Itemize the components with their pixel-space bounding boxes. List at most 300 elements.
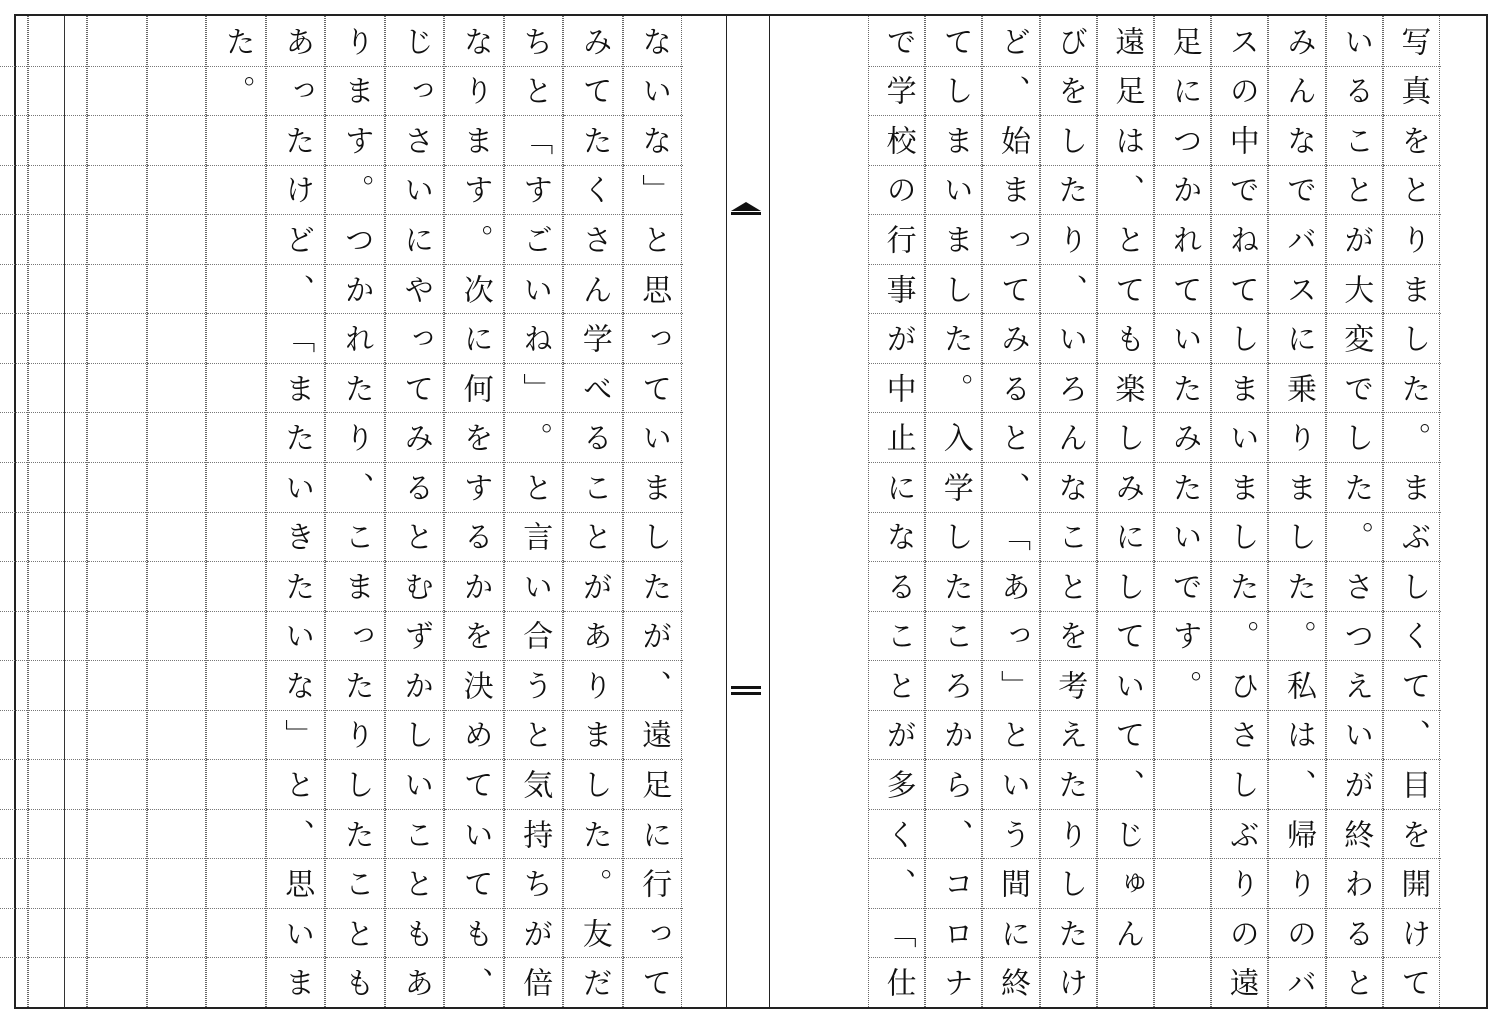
cell-divider [88, 561, 148, 562]
cell-divider [88, 908, 148, 909]
manuscript-character: に [636, 818, 672, 849]
manuscript-character: い [398, 174, 434, 205]
manuscript-column-right-10 [868, 16, 925, 1007]
manuscript-character: な [1280, 124, 1316, 155]
manuscript-character: れ [338, 323, 374, 354]
cell-divider [0, 512, 29, 513]
cell-divider [29, 214, 89, 215]
manuscript-character: 学 [937, 471, 973, 502]
cell-divider [0, 660, 29, 661]
manuscript-character: と [517, 75, 553, 106]
manuscript-character: き [279, 521, 315, 552]
manuscript-character: っ [338, 620, 374, 651]
manuscript-character: ま [576, 719, 612, 750]
manuscript-character: 言 [517, 521, 553, 552]
cell-divider [0, 363, 29, 364]
manuscript-character: し [1052, 124, 1088, 155]
cell-divider [29, 313, 89, 314]
manuscript-character: い [457, 818, 493, 849]
manuscript-character: 。 [338, 174, 374, 205]
manuscript-character: 止 [880, 422, 916, 453]
manuscript-character: す [338, 124, 374, 155]
cell-divider [88, 165, 148, 166]
manuscript-character: い [279, 917, 315, 948]
manuscript-character: い [279, 620, 315, 651]
manuscript-character: て [1109, 719, 1145, 750]
manuscript-character: と [1338, 174, 1374, 205]
manuscript-character: た [279, 570, 315, 601]
manuscript-character: 友 [576, 917, 612, 948]
manuscript-character: ま [1223, 471, 1259, 502]
manuscript-character: 写 [1395, 25, 1431, 56]
manuscript-character: ど [279, 223, 315, 254]
manuscript-character: 。 [219, 75, 255, 106]
manuscript-character: 、 [1109, 769, 1145, 800]
manuscript-character: り [1052, 223, 1088, 254]
manuscript-character: る [1338, 917, 1374, 948]
manuscript-character: 「 [517, 124, 553, 155]
manuscript-character: つ [338, 223, 374, 254]
manuscript-character: る [576, 422, 612, 453]
manuscript-character: て [1395, 669, 1431, 700]
manuscript-character: と [636, 223, 672, 254]
manuscript-character: し [576, 769, 612, 800]
manuscript-character: し [1223, 769, 1259, 800]
cell-divider [29, 462, 89, 463]
cell-divider [148, 115, 208, 116]
cell-divider [148, 264, 208, 265]
manuscript-character: る [1338, 75, 1374, 106]
manuscript-character: ま [279, 967, 315, 998]
manuscript-column-right-5 [1154, 16, 1211, 1007]
manuscript-character: に [398, 223, 434, 254]
manuscript-character: べ [576, 372, 612, 403]
cell-divider [207, 462, 267, 463]
manuscript-character: て [1109, 273, 1145, 304]
manuscript-character: ス [1280, 273, 1316, 304]
cell-divider [88, 512, 148, 513]
manuscript-character: 。 [576, 868, 612, 899]
manuscript-character: っ [636, 917, 672, 948]
manuscript-character: 次 [457, 273, 493, 304]
manuscript-character: 多 [880, 769, 916, 800]
manuscript-character: 終 [994, 967, 1030, 998]
cell-divider [88, 957, 148, 958]
manuscript-character: を [1052, 620, 1088, 651]
cell-divider [29, 512, 89, 513]
manuscript-character: て [1395, 967, 1431, 998]
manuscript-character: 行 [636, 868, 672, 899]
manuscript-character: に [880, 471, 916, 502]
manuscript-character: あ [279, 25, 315, 56]
manuscript-character: し [1395, 570, 1431, 601]
cell-divider [1155, 858, 1212, 859]
manuscript-character: た [1052, 917, 1088, 948]
manuscript-character: り [1052, 818, 1088, 849]
manuscript-character: く [880, 818, 916, 849]
manuscript-character: 、 [994, 471, 1030, 502]
fold-bar-mark [731, 692, 761, 695]
manuscript-character: く [1395, 620, 1431, 651]
manuscript-character: を [1052, 75, 1088, 106]
manuscript-character: と [398, 868, 434, 899]
cell-divider [1155, 759, 1212, 760]
manuscript-character: 私 [1280, 669, 1316, 700]
cell-divider [0, 412, 29, 413]
manuscript-character: 大 [1338, 273, 1374, 304]
cell-divider [207, 809, 267, 810]
manuscript-character: に [994, 917, 1030, 948]
manuscript-character: か [937, 719, 973, 750]
cell-divider [0, 313, 29, 314]
manuscript-character: す [517, 174, 553, 205]
manuscript-character: で [880, 25, 916, 56]
manuscript-character: 遠 [636, 719, 672, 750]
manuscript-character: で [1338, 372, 1374, 403]
cell-divider [88, 858, 148, 859]
manuscript-character: に [457, 323, 493, 354]
cell-divider [207, 611, 267, 612]
manuscript-character: 入 [937, 422, 973, 453]
manuscript-column-left-11 [28, 16, 88, 1007]
manuscript-column-right-1 [1383, 16, 1440, 1007]
manuscript-character: ナ [937, 967, 973, 998]
manuscript-column-right-8 [982, 16, 1039, 1007]
manuscript-character: 足 [1166, 25, 1202, 56]
manuscript-character: と [994, 719, 1030, 750]
manuscript-character: と [1109, 223, 1145, 254]
manuscript-character: 足 [636, 769, 672, 800]
manuscript-character: 。 [1338, 521, 1374, 552]
manuscript-character: わ [1338, 868, 1374, 899]
cell-divider [29, 957, 89, 958]
manuscript-character: り [338, 719, 374, 750]
manuscript-character: 何 [457, 372, 493, 403]
manuscript-character: 。 [1223, 620, 1259, 651]
manuscript-character: 。 [1395, 422, 1431, 453]
manuscript-character: ど [994, 25, 1030, 56]
manuscript-character: つ [1166, 124, 1202, 155]
manuscript-character: た [1338, 471, 1374, 502]
cell-divider [88, 363, 148, 364]
manuscript-character: も [457, 917, 493, 948]
manuscript-character: し [1223, 323, 1259, 354]
cell-divider [88, 264, 148, 265]
manuscript-character: が [1338, 223, 1374, 254]
manuscript-character: れ [1166, 223, 1202, 254]
manuscript-character: 遠 [1109, 25, 1145, 56]
manuscript-character: の [1223, 917, 1259, 948]
manuscript-character: っ [994, 223, 1030, 254]
cell-divider [207, 214, 267, 215]
manuscript-character: み [1280, 25, 1316, 56]
cell-divider [88, 759, 148, 760]
manuscript-character: え [1338, 669, 1374, 700]
manuscript-character: い [994, 769, 1030, 800]
manuscript-character: バ [1280, 223, 1316, 254]
manuscript-character: 、 [937, 818, 973, 849]
manuscript-character: を [1395, 818, 1431, 849]
manuscript-character: ぶ [1395, 521, 1431, 552]
manuscript-character: い [517, 570, 553, 601]
manuscript-character: に [1109, 521, 1145, 552]
manuscript-character: か [1166, 174, 1202, 205]
manuscript-character: た [279, 124, 315, 155]
manuscript-character: 帰 [1280, 818, 1316, 849]
cell-divider [148, 908, 208, 909]
manuscript-character: し [636, 521, 672, 552]
manuscript-character: と [338, 917, 374, 948]
manuscript-character: ず [398, 620, 434, 651]
manuscript-character: り [1280, 422, 1316, 453]
manuscript-column-right-2 [1326, 16, 1383, 1007]
manuscript-character: や [398, 273, 434, 304]
manuscript-character: い [1338, 719, 1374, 750]
manuscript-character: 校 [880, 124, 916, 155]
manuscript-character: い [1223, 422, 1259, 453]
manuscript-character: 、 [279, 818, 315, 849]
center-fold-gutter [726, 16, 770, 1007]
manuscript-character: っ [636, 323, 672, 354]
manuscript-character: ま [937, 124, 973, 155]
manuscript-character: た [279, 422, 315, 453]
manuscript-character: し [937, 75, 973, 106]
manuscript-character: ち [517, 868, 553, 899]
manuscript-character: 。 [517, 422, 553, 453]
cell-divider [148, 858, 208, 859]
manuscript-column-left-10 [87, 16, 147, 1007]
manuscript-character: い [1052, 323, 1088, 354]
manuscript-character: と [517, 471, 553, 502]
manuscript-character: い [279, 471, 315, 502]
manuscript-character: い [636, 422, 672, 453]
manuscript-character: こ [880, 620, 916, 651]
manuscript-character: て [398, 372, 434, 403]
manuscript-character: で [1280, 174, 1316, 205]
cell-divider [29, 165, 89, 166]
manuscript-character: 。 [1166, 669, 1202, 700]
manuscript-character: す [457, 174, 493, 205]
cell-divider [148, 313, 208, 314]
manuscript-character: と [398, 521, 434, 552]
manuscript-column-left-7 [266, 16, 326, 1007]
cell-divider [0, 214, 29, 215]
manuscript-character: な [880, 521, 916, 552]
cell-divider [29, 809, 89, 810]
manuscript-character: た [636, 570, 672, 601]
manuscript-character: た [338, 669, 374, 700]
manuscript-character: は [1109, 124, 1145, 155]
manuscript-character: さ [1223, 719, 1259, 750]
manuscript-character: し [1280, 521, 1316, 552]
manuscript-character: つ [1338, 620, 1374, 651]
manuscript-character: 気 [517, 769, 553, 800]
cell-divider [148, 660, 208, 661]
manuscript-character: 、 [636, 669, 672, 700]
manuscript-character: 変 [1338, 323, 1374, 354]
manuscript-character: が [880, 323, 916, 354]
manuscript-character: 、 [1109, 174, 1145, 205]
manuscript-character: て [1223, 273, 1259, 304]
manuscript-character: ロ [937, 917, 973, 948]
manuscript-character: た [338, 372, 374, 403]
manuscript-character: 思 [279, 868, 315, 899]
cell-divider [207, 957, 267, 958]
cell-divider [88, 214, 148, 215]
manuscript-character: み [1109, 471, 1145, 502]
manuscript-character: が [1338, 769, 1374, 800]
manuscript-character: じ [1109, 818, 1145, 849]
cell-divider [207, 858, 267, 859]
cell-divider [207, 313, 267, 314]
manuscript-character: ま [1395, 471, 1431, 502]
cell-divider [148, 462, 208, 463]
manuscript-character: り [1223, 868, 1259, 899]
manuscript-character: り [576, 669, 612, 700]
manuscript-character: り [1280, 868, 1316, 899]
manuscript-character: ん [576, 273, 612, 304]
manuscript-character: と [880, 669, 916, 700]
cell-divider [148, 611, 208, 612]
cell-divider [88, 660, 148, 661]
manuscript-character: ろ [937, 669, 973, 700]
manuscript-character: た [937, 570, 973, 601]
manuscript-character: り [1395, 223, 1431, 254]
manuscript-character: て [576, 75, 612, 106]
manuscript-character: る [994, 372, 1030, 403]
manuscript-character: ス [1223, 25, 1259, 56]
manuscript-character: 開 [1395, 868, 1431, 899]
manuscript-character: な [1052, 471, 1088, 502]
cell-divider [0, 908, 29, 909]
cell-divider [207, 512, 267, 513]
manuscript-column-right-7 [1040, 16, 1097, 1007]
manuscript-character: ま [1280, 471, 1316, 502]
manuscript-character: ま [457, 124, 493, 155]
manuscript-character: が [576, 570, 612, 601]
manuscript-character: ま [279, 372, 315, 403]
manuscript-character: 「 [880, 917, 916, 948]
manuscript-character: て [636, 372, 672, 403]
manuscript-character: あ [398, 967, 434, 998]
manuscript-character: 、 [338, 471, 374, 502]
cell-divider [207, 660, 267, 661]
cell-divider [148, 759, 208, 760]
manuscript-character: こ [1338, 124, 1374, 155]
manuscript-character: い [1338, 25, 1374, 56]
cell-divider [88, 611, 148, 612]
manuscript-character: 学 [576, 323, 612, 354]
manuscript-character: て [636, 967, 672, 998]
cell-divider [207, 412, 267, 413]
manuscript-character: 楽 [1109, 372, 1145, 403]
manuscript-character: こ [937, 620, 973, 651]
manuscript-character: を [1395, 124, 1431, 155]
manuscript-character: さ [398, 124, 434, 155]
manuscript-character: な [457, 25, 493, 56]
manuscript-character: な [279, 669, 315, 700]
manuscript-character: り [457, 75, 493, 106]
genkou-manuscript-sheet [14, 14, 1488, 1009]
cell-divider [1155, 957, 1212, 958]
cell-divider [29, 858, 89, 859]
manuscript-character: 仕 [880, 967, 916, 998]
manuscript-character: 」 [636, 174, 672, 205]
manuscript-character: い [1166, 521, 1202, 552]
manuscript-character: む [398, 570, 434, 601]
manuscript-character: 始 [994, 124, 1030, 155]
manuscript-character: バ [1280, 967, 1316, 998]
cell-divider [29, 115, 89, 116]
manuscript-character: け [279, 174, 315, 205]
cell-divider [0, 264, 29, 265]
manuscript-character: 考 [1052, 669, 1088, 700]
manuscript-character: し [937, 521, 973, 552]
manuscript-character: 。 [457, 223, 493, 254]
manuscript-character: ね [1223, 223, 1259, 254]
manuscript-character: い [398, 769, 434, 800]
manuscript-character: し [338, 769, 374, 800]
manuscript-character: 持 [517, 818, 553, 849]
manuscript-column-left-4 [444, 16, 504, 1007]
cell-divider [207, 165, 267, 166]
manuscript-character: な [636, 124, 672, 155]
manuscript-character: け [1052, 967, 1088, 998]
cell-divider [29, 264, 89, 265]
manuscript-character: を [457, 422, 493, 453]
cell-divider [88, 66, 148, 67]
manuscript-character: て [457, 769, 493, 800]
manuscript-character: と [517, 719, 553, 750]
manuscript-character: 思 [636, 273, 672, 304]
manuscript-character: か [457, 570, 493, 601]
manuscript-character: と [1338, 967, 1374, 998]
manuscript-character: 、 [279, 273, 315, 304]
manuscript-character: の [1280, 917, 1316, 948]
manuscript-character: 決 [457, 669, 493, 700]
cell-divider [148, 512, 208, 513]
manuscript-character: さ [1338, 570, 1374, 601]
manuscript-character: か [338, 273, 374, 304]
cell-divider [88, 710, 148, 711]
manuscript-character: 事 [880, 273, 916, 304]
manuscript-character: た [1052, 769, 1088, 800]
manuscript-character: っ [279, 75, 315, 106]
cell-divider [29, 561, 89, 562]
manuscript-character: 合 [517, 620, 553, 651]
cell-divider [0, 165, 29, 166]
manuscript-character: っ [398, 75, 434, 106]
cell-divider [207, 908, 267, 909]
manuscript-character: い [517, 273, 553, 304]
manuscript-character: う [994, 818, 1030, 849]
manuscript-character: ち [517, 25, 553, 56]
cell-divider [29, 412, 89, 413]
manuscript-character: の [1223, 75, 1259, 106]
cell-divider [207, 710, 267, 711]
manuscript-character: 」 [279, 719, 315, 750]
manuscript-character: て [457, 868, 493, 899]
cell-divider [29, 66, 89, 67]
cell-divider [0, 710, 29, 711]
cell-divider [148, 214, 208, 215]
cell-divider [0, 462, 29, 463]
manuscript-character: み [1166, 422, 1202, 453]
manuscript-character: い [937, 174, 973, 205]
manuscript-character: ん [1052, 422, 1088, 453]
manuscript-character: し [1338, 422, 1374, 453]
manuscript-character: た [1395, 372, 1431, 403]
